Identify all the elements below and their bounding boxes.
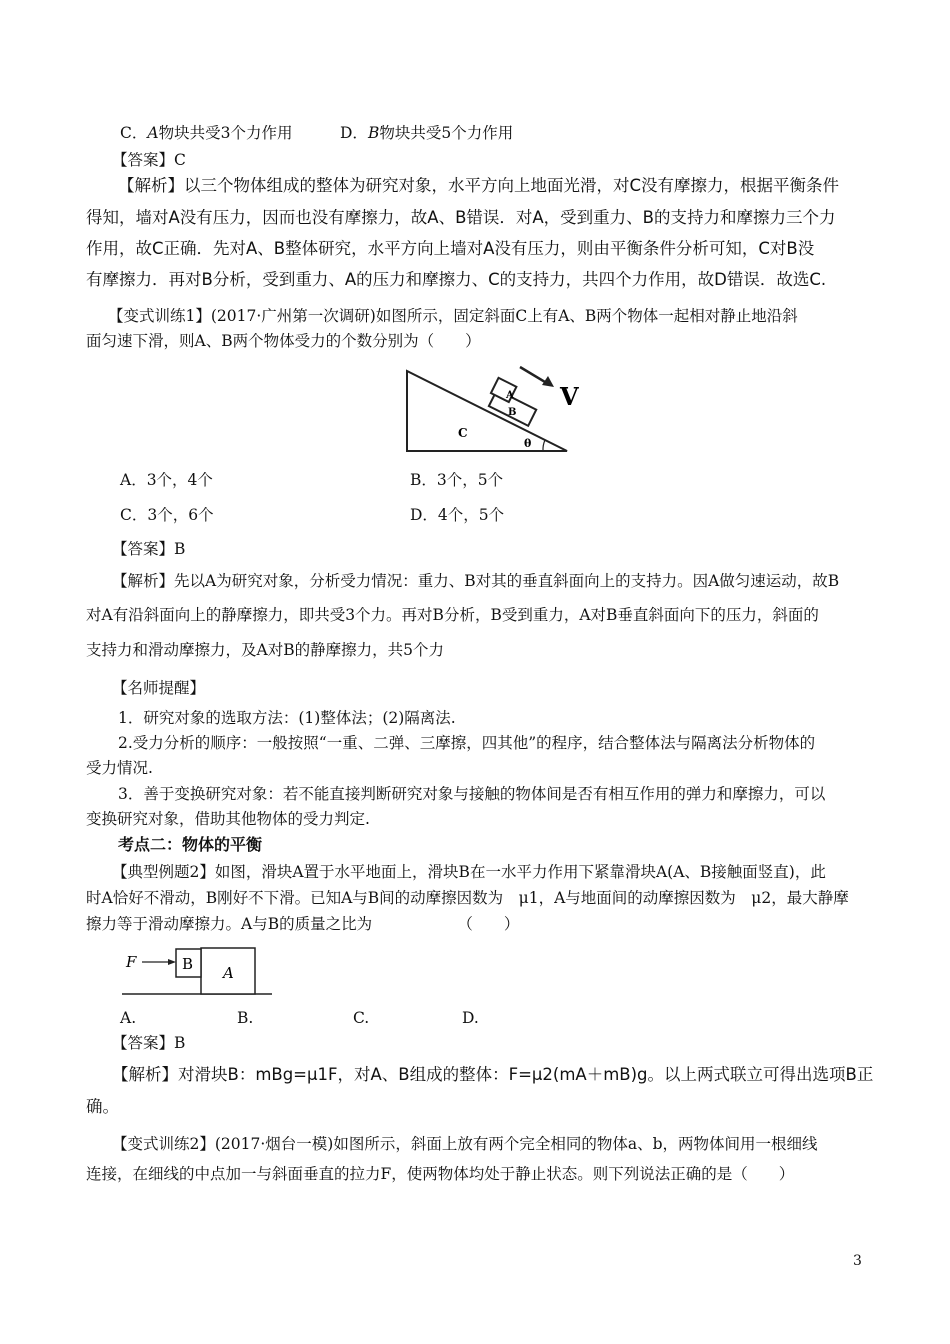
incline-c-label: C (458, 426, 468, 440)
velocity-label: V (560, 382, 579, 411)
q1-option-d-prefix: D． (340, 124, 368, 142)
q1-explanation-line2: 得知，墙对A没有压力，因而也没有摩擦力，故A、B错误．对A，受到重力、B的支持力和摩擦力三个力 (86, 208, 836, 227)
block-a-label: A (506, 390, 514, 401)
page-number: 3 (853, 1253, 862, 1269)
section2-title: 考点二：物体的平衡 (118, 835, 263, 854)
example2-option-b: B. (237, 1009, 254, 1027)
variant1-answer: 【答案】B (112, 540, 186, 558)
example2-option-c: C. (353, 1009, 370, 1027)
q1-option-c (120, 123, 292, 143)
example2-explanation-line2: 确。 (86, 1097, 119, 1116)
variant1-option-c: C．3个，6个 (120, 506, 214, 524)
variant1-option-b: B．3个，5个 (410, 471, 504, 489)
tips-item1: 1．研究对象的选取方法：(1)整体法；(2)隔离法. (118, 709, 456, 727)
variant2-question-line1: 【变式训练2】(2017·烟台一模)如图所示，斜面上放有两个完全相同的物体a、b，两物体间用一根细线 (112, 1135, 818, 1153)
incline-triangle (407, 371, 567, 451)
tips-item2-line1: 2.受力分析的顺序：一般按照“一重、二弹、三摩擦，四其他”的程序，结合整体法与隔离法分析物体的 (118, 734, 816, 752)
q1-option-c-prefix: C． (120, 124, 148, 142)
q1-answer: 【答案】C (112, 151, 186, 169)
variant1-explanation-line1: 【解析】先以A为研究对象，分析受力情况：重力、B对其的垂直斜面向上的支持力。因A做匀速运动，故B (112, 572, 840, 590)
tips-item3-line2: 变换研究对象，借助其他物体的受力判定. (86, 810, 370, 828)
variant1-question-line1: 【变式训练1】(2017·广州第一次调研)如图所示，固定斜面C上有A、B两个物体一起相对静止地沿斜 (108, 307, 798, 325)
blocks-figure (120, 940, 280, 1000)
q1-option-d-var: B (367, 124, 380, 142)
tips-title: 【名师提醒】 (112, 679, 206, 697)
force-arrow-head (168, 959, 176, 965)
variant1-option-a: A．3个，4个 (120, 471, 213, 489)
example2-question-line1: 【典型例题2】如图，滑块A置于水平地面上，滑块B在一水平力作用下紧靠滑块A(A、B接触面竖直)，此 (112, 863, 826, 881)
q1-explanation-line1: 【解析】以三个物体组成的整体为研究对象，水平方向上地面光滑，对C没有摩擦力，根据平衡条件 (118, 176, 840, 195)
variant1-explanation-line3: 支持力和滑动摩擦力，及A对B的静摩擦力，共5个力 (86, 641, 444, 659)
example2-option-a: A. (120, 1009, 137, 1027)
q1-explanation-line4: 有摩擦力．再对B分析，受到重力、A的压力和摩擦力、C的支持力，共四个力作用，故D错误．故选C. (86, 270, 827, 289)
tips-item2-line2: 受力情况. (86, 759, 153, 777)
variant2-question-line2: 连接，在细线的中点加一与斜面垂直的拉力F，使两物体均处于静止状态。则下列说法正确的是（ ） (86, 1165, 795, 1183)
tips-item3-line1: 3．善于变换研究对象：若不能直接判断研究对象与接触的物体间是否有相互作用的弹力和摩擦力，可以 (118, 785, 826, 803)
block-a-fig-label: A (223, 964, 234, 982)
example2-question-line2: 时A恰好不滑动，B刚好不下滑。已知A与B间的动摩擦因数为 μ1，A与地面间的动摩擦因数为 μ2，最大静摩 (86, 889, 849, 907)
example2-option-d: D. (462, 1009, 479, 1027)
q1-option-d (340, 123, 513, 143)
force-label: F (126, 953, 137, 971)
incline-figure (400, 365, 600, 460)
angle-arc (543, 440, 545, 451)
variant1-question-line2: 面匀速下滑，则A、B两个物体受力的个数分别为（ ） (86, 332, 481, 350)
q1-option-c-text: 物块共受3个力作用 (158, 124, 293, 142)
example2-question-line3: 擦力等于滑动摩擦力。A与B的质量之比为 （ ） (86, 915, 520, 933)
example2-answer: 【答案】B (112, 1034, 186, 1052)
variant1-explanation-line2: 对A有沿斜面向上的静摩擦力，即共受3个力。再对B分析，B受到重力，A对B垂直斜面向下的压力，斜面的 (86, 606, 819, 624)
variant1-option-d: D．4个，5个 (410, 506, 505, 524)
theta-label: θ (524, 437, 532, 450)
q1-explanation-line3: 作用，故C正确．先对A、B整体研究，水平方向上墙对A没有压力，则由平衡条件分析可知，C对B没 (86, 239, 815, 258)
example2-explanation-line1: 【解析】对滑块B：mBg=μ1F，对A、B组成的整体：F=μ2(mA＋mB)g。以上两式联立可得出选项B正 (112, 1065, 874, 1084)
q1-option-d-text: 物块共受5个力作用 (379, 124, 514, 142)
block-b-fig-label: B (182, 955, 194, 973)
block-b-label: B (508, 407, 517, 418)
q1-option-c-var: A (147, 124, 159, 142)
